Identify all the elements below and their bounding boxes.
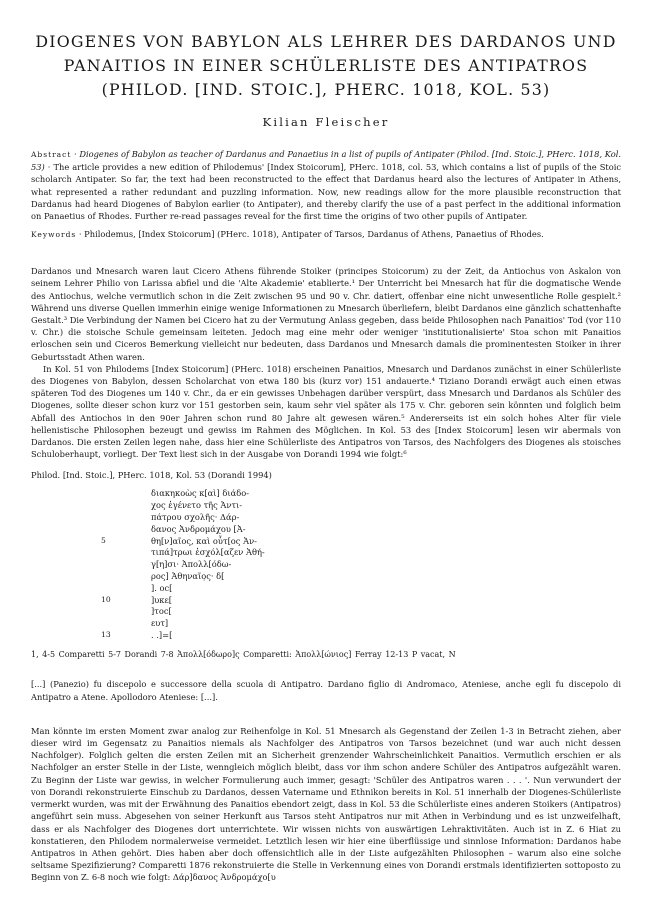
keywords-label: Keywords	[31, 230, 77, 240]
greek-line: πάτρου σχολῆς· Δάρ-	[151, 512, 240, 523]
abstract-separator: ·	[74, 149, 77, 159]
italian-translation: [...] (Panezio) fu discepolo e successore della scuola di Antipatro. Dardano figlio di Andromaco, Ateniese, anche egli fu discepolo di Antipatro a Atene. Apollodoro Ateniese: [...].	[31, 679, 621, 702]
greek-line: δανος Ἀνδρομάχου [Ἀ-	[151, 523, 246, 534]
greek-line: ευτ]	[151, 618, 169, 629]
greek-line: . .]=[	[151, 630, 173, 641]
greek-line: χος ἐγένετο τῆς Ἀντι-	[151, 500, 243, 511]
greek-line: ]τοc[	[151, 606, 172, 617]
paragraph: In Kol. 51 von Philodems [Index Stoicorum] (PHerc. 1018) erscheinen Panaitios, Mnesarch und Dardanos zunächst in einer Schülerliste des Diogenes von Babylon, dessen Scholarchat von etwa 180 bis (kurz vor) 151 andauerte.⁴ Tiziano Dorandi erwägt auch einen etwas späteren Tod des Diogenes um 140 v. Chr., da er ein gewisses Unbehagen darüber verspürt, dass Mnesarch und Dardanos als Schüler des Diogenes, sollte dieser schon kurz vor 151 gestorben sein, kaum sehr viel später als 175 v. Chr. geboren sein könnten und folglich beim Abfall des Antiochos in den 90er Jahren schon rund 80 Jahre alt gewesen wären.⁵ Andererseits ist ein solch hohes Alter für viele hellenistische Philosophen bezeugt und gewiss im Rahmen des Möglichen. In Kol. 53 des [Index Stoicorum] lesen wir abermals von Dardanos. Die ersten Zeilen legen nahe, dass hier eine Schülerliste des Antipatros von Tarsos, des Nachfolgers des Diogenes als stoisches Schuloberhaupt, vorliegt. Der Text liest sich in der Ausgabe von Dorandi 1994 wie folgt:⁶	[31, 363, 621, 460]
abstract	[31, 148, 621, 222]
line-number: 10	[101, 594, 111, 604]
keywords	[31, 228, 621, 241]
abstract-text: The article provides a new edition of Philodemus' [Index Stoicorum], PHerc. 1018, col. 53, which contains a list of pupils of the Stoic scholarch Antipater. So far, the text had been reconstructed to the effect that Dardanus heard also the lectures of Antipater in Athens, what represented a rather redundant and puzzling information. Now, new readings allow for the more plausible reconstruction that Dardanus had heard Diogenes of Babylon earlier (to Antipater), and thereby clarify the use of a past perfect in the additional information on Panaetius of Rhodes. Further re-read passages reveal for the first time the origins of two other pupils of Antipater.	[31, 162, 622, 222]
greek-line: τιπά]τρωι ἐσχόλ[αζεν Ἀθή-	[151, 547, 265, 558]
paragraph: Dardanos und Mnesarch waren laut Cicero Athens führende Stoiker (principes Stoicorum) zu der Zeit, da Antiochus von Askalon von seinem Lehrer Philio von Larissa abfiel und die 'Alte Akademie' etablierte.¹ Der Unterricht bei Mnesarch hat für die dogmatische Wende des Antiochus, welche vermutlich schon in die Zeit zwischen 95 und 90 v. Chr. datiert, offenbar eine nicht unwesentliche Rolle gespielt.² Während uns diverse Quellen immerhin einige wenige Informationen zu Mnesarch überliefern, bleibt Dardanos eine gänzlich schattenhafte Gestalt.³ Die Verbindung der Namen bei Cicero hat zu der Vermutung Anlass gegeben, dass beide Philosophen nach Panaitios' Tod (vor 110 v. Chr.) die stoische Schule gemeinsam leiteten. Jedoch mag eine mehr oder weniger 'institutionalisierte' Stoa schon mit Panaitios erloschen sein und Ciceros Bemerkung vielleicht nur bedeuten, dass Dardanos und Mnesarch damals die prominentesten Stoiker in ihrer Geburtsstadt Athen waren.	[31, 266, 621, 362]
body-text	[31, 265, 621, 460]
line-number: 13	[101, 630, 111, 640]
greek-line: ρος] Ἀθηναῖο̣ς· δ[	[151, 571, 225, 582]
greek-line: θη[ν]αῖος, καὶ οὗτ[ος Ἀν-	[151, 535, 257, 546]
critical-apparatus: 1, 4-5 Comparetti 5-7 Dorandi 7-8 Ἀπολλ[όδωρο]ς Comparetti: Ἀπολλ[ώνιος] Ferray 12-13 P vacat, N	[31, 650, 456, 660]
greek-line: ]υκε[	[151, 594, 173, 605]
article-page	[31, 30, 621, 884]
greek-line: ]. οc[	[151, 582, 173, 593]
body-text-continued: Man könnte im ersten Moment zwar analog zur Reihenfolge in Kol. 51 Mnesarch als Gegenstand der Zeilen 1-3 in Betracht ziehen, aber dieser wird im Gegensatz zu Panaitios niemals als Nachfolger des Antipatros von Tarsos bezeichnet (und war auch nicht dessen Nachfolger). Folglich gelten die ersten Zeilen mit an Sicherheit grenzender Wahrscheinlichkeit Panaitios. Vermutlich erschien er als Nachfolger an erster Stelle in der Liste, wenngleich möglich bleibt, dass vor ihm schon andere Schüler des Antipatros aufgezählt waren. Zu Beginn der Liste war gewiss, in welcher Formulierung auch immer, gesagt: 'Schüler des Antipatros waren . . . '. Nun verwundert der von Dorandi rekonstruierte Einschub zu Dardanos, dessen Vatername und Ethnikon bereits in Kol. 51 innerhalb der Diogenes-Schülerliste vermerkt wurden, was mit der Erwähnung des Panaitios ebendort zeigt, dass in Kol. 53 die Schülerliste eines anderen Stoikers (Antipatros) angeführt sein muss. Abgesehen von seiner Herkunft aus Tarsos steht Antipatros nur mit Athen in Verbindung und es ist unzweifelhaft, dass er als Nachfolger des Diogenes dort unterrichtete. Wir wissen nichts von auswärtigen Lehraktivitäten. Auch ist in Z. 6 Hiat zu konstatieren, den Philodem normalerweise vermeidet. Letztlich lesen wir hier eine überflüssige und sinnlose Information: Dardanos habe Antipatros in Athen gehört. Dies haben aber doch offensichtlich alle in der Liste aufgezählten Philosophen – warum also eine solche seltsame Spezifizierung? Comparetti 1876 rekonstruierte die Stelle in Verkennung eines von Dorandi erstmals identifizierten sottoposto zu Beginn von Z. 6-8 noch wie folgt: Δάρ]δανος Ἀνδρομάχο[υ	[31, 725, 621, 883]
edition-heading: Philod. [Ind. Stoic.], PHerc. 1018, Kol. 53 (Dorandi 1994)	[31, 470, 272, 481]
article-title: DIOGENES VON BABYLON ALS LEHRER DES DARDANOS UND PANAITIOS IN EINER SCHÜLERLISTE DES ANTIPATROS (PHILOD. [IND. STOIC.], PHERC. 1018, KOL. 53)	[35, 32, 617, 99]
greek-line: γ[η]σι· Ἀπολλ[όδω-	[151, 559, 232, 570]
keywords-text: · Philodemus, [Index Stoicorum] (PHerc. 1018), Antipater of Tarsos, Dardanus of Athens, Panaetius of Rhodes.	[78, 229, 544, 240]
abstract-label: Abstract	[31, 150, 72, 159]
line-number: 5	[101, 535, 106, 545]
greek-text-block	[31, 488, 621, 641]
author-name: Kilian Fleischer	[262, 115, 390, 129]
greek-line: διακηκοὼς κ[αὶ] διάδο-	[151, 488, 250, 499]
abstract-english-title: Diogenes of Babylon as teacher of Dardanus and Panaetius in a list of pupils of Antipater (Philod. [Ind. Stoic.], PHerc. 1018, Kol. 53) ·	[31, 149, 622, 173]
